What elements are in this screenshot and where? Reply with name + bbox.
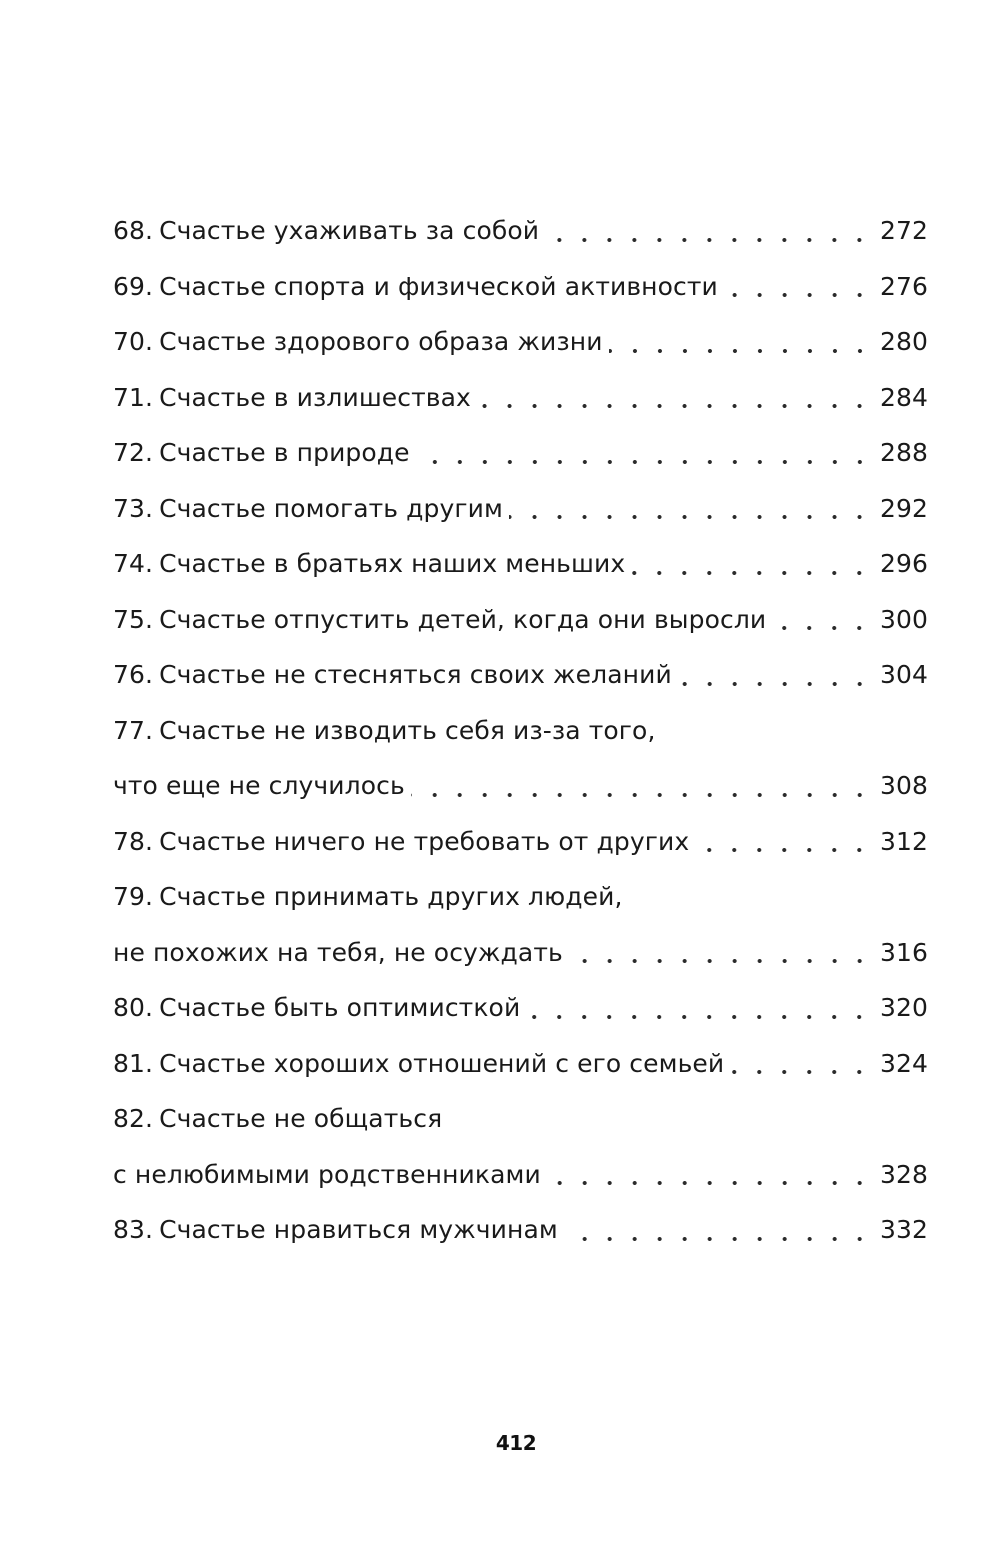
toc-entry-number: 76. <box>113 660 154 690</box>
toc-entry-title: Счастье не изводить себя из-за того, <box>159 715 656 745</box>
toc-entry-page: 276 <box>880 271 929 301</box>
toc-entry[interactable] <box>113 980 928 1036</box>
toc-entry-page: 312 <box>880 826 929 856</box>
toc-entry-number: 80. <box>113 993 154 1023</box>
dot-leader <box>730 1070 872 1074</box>
toc-entry-title: Счастье не стесняться своих желаний <box>159 660 672 690</box>
toc-entry[interactable] <box>113 536 928 592</box>
toc-entry-title: Счастье здорового образа жизни <box>159 327 603 357</box>
toc-entry-title: Счастье спорта и физической активности <box>159 271 718 301</box>
table-of-contents <box>113 203 928 1258</box>
toc-entry[interactable] <box>113 425 928 481</box>
toc-entry-title: Счастье отпустить детей, когда они выросли <box>159 604 767 634</box>
toc-entry-title: Счастье нравиться мужчинам <box>159 1215 558 1245</box>
dot-leader <box>416 460 872 464</box>
toc-entry[interactable] <box>113 1202 928 1258</box>
dot-leader <box>477 404 872 408</box>
dot-leader <box>509 515 872 519</box>
toc-entry-title: Счастье в братьях наших меньших <box>159 549 626 579</box>
dot-leader <box>411 793 872 797</box>
toc-entry-title: Счастье ухаживать за собой <box>159 216 540 246</box>
toc-entry-page: 304 <box>880 660 929 690</box>
toc-entry-title: Счастье помогать другим <box>159 493 503 523</box>
toc-entry[interactable] <box>113 647 928 703</box>
toc-entry-page: 288 <box>880 438 929 468</box>
toc-entry-page: 316 <box>880 937 929 967</box>
toc-entry-number: 71. <box>113 382 154 412</box>
toc-entry-title-continuation: что еще не случилось <box>113 771 405 801</box>
toc-entry-title: Счастье в природе <box>159 438 410 468</box>
toc-entry-title: Счастье быть оптимисткой <box>159 993 521 1023</box>
toc-entry-page: 328 <box>880 1159 929 1189</box>
toc-entry-number: 83. <box>113 1215 154 1245</box>
toc-entry-number: 74. <box>113 549 154 579</box>
toc-entry-title: Счастье в излишествах <box>159 382 471 412</box>
dot-leader <box>545 238 872 242</box>
toc-entry-page: 272 <box>880 216 929 246</box>
dot-leader <box>564 1237 872 1241</box>
toc-entry-title-continuation: с нелюбимыми родственниками <box>113 1159 541 1189</box>
dot-leader <box>547 1181 872 1185</box>
toc-entry[interactable] <box>113 1036 928 1092</box>
toc-entry[interactable] <box>113 592 928 648</box>
toc-entry-page: 280 <box>880 327 929 357</box>
toc-entry[interactable] <box>113 869 928 925</box>
page-number: 412 <box>495 1431 537 1455</box>
toc-entry-number: 79. <box>113 882 154 912</box>
toc-entry[interactable] <box>113 203 928 259</box>
toc-entry-number: 68. <box>113 216 154 246</box>
toc-entry-number: 82. <box>113 1104 154 1134</box>
toc-entry-page: 324 <box>880 1048 929 1078</box>
toc-entry-page: 296 <box>880 549 929 579</box>
toc-entry-page: 308 <box>880 771 929 801</box>
toc-entry-page: 292 <box>880 493 929 523</box>
toc-entry-title: Счастье ничего не требовать от других <box>159 826 690 856</box>
toc-entry-number: 81. <box>113 1048 154 1078</box>
toc-entry[interactable] <box>113 703 928 759</box>
dot-leader <box>631 571 872 575</box>
toc-entry[interactable] <box>113 259 928 315</box>
toc-entry-number: 70. <box>113 327 154 357</box>
toc-entry-number: 78. <box>113 826 154 856</box>
toc-entry-page: 284 <box>880 382 929 412</box>
dot-leader <box>772 626 872 630</box>
toc-entry[interactable] <box>113 481 928 537</box>
dot-leader <box>609 349 872 353</box>
dot-leader <box>569 959 872 963</box>
toc-entry-continuation[interactable] <box>113 925 928 981</box>
toc-entry-number: 75. <box>113 604 154 634</box>
dot-leader <box>678 682 872 686</box>
toc-entry-page: 300 <box>880 604 929 634</box>
toc-entry-title: Счастье хороших отношений с его семьей <box>159 1048 725 1078</box>
dot-leader <box>724 293 872 297</box>
toc-entry[interactable] <box>113 314 928 370</box>
dot-leader <box>695 848 872 852</box>
toc-entry-title: Счастье принимать других людей, <box>159 882 623 912</box>
toc-entry-continuation[interactable] <box>113 1147 928 1203</box>
toc-entry-continuation[interactable] <box>113 758 928 814</box>
toc-entry-page: 332 <box>880 1215 929 1245</box>
dot-leader <box>526 1015 872 1019</box>
toc-entry[interactable] <box>113 1091 928 1147</box>
toc-entry-page: 320 <box>880 993 929 1023</box>
toc-entry-number: 72. <box>113 438 154 468</box>
toc-entry-number: 69. <box>113 271 154 301</box>
toc-entry-title-continuation: не похожих на тебя, не осуждать <box>113 937 563 967</box>
toc-entry-number: 77. <box>113 715 154 745</box>
toc-entry[interactable] <box>113 814 928 870</box>
toc-entry-number: 73. <box>113 493 154 523</box>
toc-entry[interactable] <box>113 370 928 426</box>
toc-entry-title: Счастье не общаться <box>159 1104 443 1134</box>
